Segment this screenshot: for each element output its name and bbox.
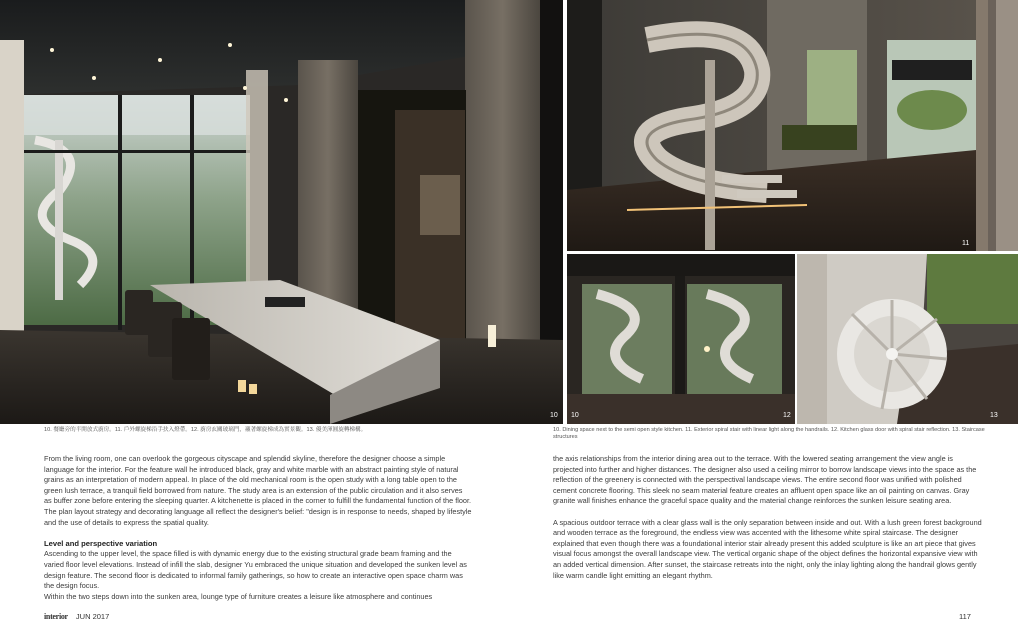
photo-number-top-right: 11 — [962, 240, 970, 247]
photo-kitchen-glass-door — [567, 254, 795, 424]
photo-number-bottom-right: 13 — [990, 412, 998, 419]
right-paragraph-1: the axis relationships from the interior dining area out to the terrace. With the lowered seating arrangement the view angle is projected into further and higher distances. The designer also used a ceiling mirror to borrow landscape views into the space as the reflection of the greenery is connected with the perspectival landscape views. The entire second floor was unified with polished cement concrete flooring. This sleek no seam material feature creates an affluent open space like an oil painting on canvas. Gray granite wall finishes enhance the graceful space quality and the material change reinforces the sunken leisure seating area. — [553, 454, 977, 506]
right-paragraph-2: A spacious outdoor terrace with a clear glass wall is the only separation between inside and out. With a lush green forest background and wooden terrace as the foreground, the endless view was accented with the lithesome white spiral staircase. The designer explained that even though there was a foundational interior stair already present this added sculpture is like an art piece that gives visual focus amongst the overall landscape view. The vertical organic shape of the object defines the horizontal expansive view with an added vertical dimension. After sunset, the staircase retreats into the night, only the inlay lighting along the handrail glows gently like warm candle light emitting an elegant rhythm. — [553, 517, 982, 580]
caption-english: 10. Dining space next to the semi open style kitchen. 11. Exterior spiral stair with linear light along the handrails. 12. Kitchen glass door with spiral stair reflection. 13. Staircase structures — [553, 427, 985, 440]
section-heading: Level and perspective variation — [44, 538, 158, 548]
photo-terrace-strip — [976, 0, 1018, 251]
photo-exterior-spiral-stair — [567, 0, 976, 251]
left-paragraph-1: From the living room, one can overlook the gorgeous cityscape and splendid skyline, therefore the designer choose a simple language for the interior. For the feature wall he introduced black, gray and white marble with an abstract painting style of natural grains as an interpretation of modern appeal. In place of the old mechanical room is the open study with a long table open to the green lush terrace, a tranquil field borrowed from nature. The study area is an extension of the public circulation and it also serves as buffer zone before entering the sleeping quarter. A kitchenette is placed in the corner to fulfill the fundamental function of the floor. The plan layout strategy and decorating language all reflect the designer's belief: "design is in response to needs, shaped by lifestyle and the use of details to express the spatial quality. — [44, 454, 472, 527]
exterior-stair-image — [567, 0, 976, 251]
terrace-strip-image — [976, 0, 1018, 251]
photo-kitchen-dining — [0, 0, 563, 424]
photo-number-bottom-middle-left: 10 — [571, 412, 579, 419]
kitchen-dining-image — [0, 0, 563, 424]
page-number: 117 — [959, 612, 971, 621]
footer-left — [44, 612, 109, 621]
left-paragraph-3: Within the two steps down into the sunken area, lounge type of furniture creates a leisure like atmosphere and continues — [44, 591, 433, 601]
right-article-column — [553, 454, 983, 592]
staircase-structure-image — [797, 254, 1018, 424]
photo-number-main: 10 — [550, 412, 558, 419]
magazine-brand: interior — [44, 612, 68, 621]
photo-number-bottom-middle: 12 — [783, 412, 791, 419]
left-paragraph-2: Ascending to the upper level, the space filled is with dynamic energy due to the existing structural grade beam framing and the varied floor level elevations. Instead of infill the slab, designer Yu embraced the unique situation and developed the sunken level as design feature. The second floor is dedicated to informal family gatherings, so how to create an interactive open space charm was the design focus. — [44, 549, 467, 591]
issue-date: JUN 2017 — [75, 612, 110, 621]
photo-staircase-structure — [797, 254, 1018, 424]
caption-chinese: 10. 餐廳旁的半開放式廚房。11. 戶外螺旋梯沿手扶入燈帶。12. 廚房玄關玻璃門，襯著螺旋梯成為實景觀。13. 優美渾圓旋轉梯構。 — [44, 427, 367, 433]
glass-door-image — [567, 254, 795, 424]
left-article-column — [44, 454, 472, 613]
